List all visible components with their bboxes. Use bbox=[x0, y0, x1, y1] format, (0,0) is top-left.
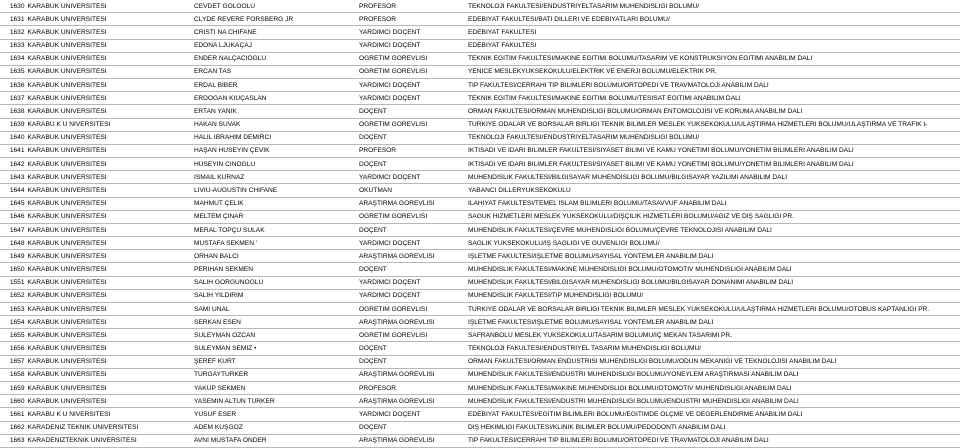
academic-title-cell: ARAŞTIRMA GOREVLISI bbox=[357, 434, 466, 447]
department-cell: IKTISADI VE IDARI BILIMLER FAKULTESI/SIYASET BILIMI VE KAMU YONETIMI BOLUMU/YONETIM BILIMLERI ANABILIM DALI bbox=[466, 158, 960, 171]
person-name-cell: SAMI UNAL bbox=[192, 302, 357, 315]
row-number-cell: 1640 bbox=[0, 131, 26, 144]
table-row bbox=[0, 237, 960, 250]
university-cell: KARABUK UNIVERSITESI bbox=[26, 52, 192, 65]
row-number-cell: 1636 bbox=[0, 79, 26, 92]
university-cell: KARABUK UNIVERSITESI bbox=[26, 342, 192, 355]
table-row bbox=[0, 263, 960, 276]
academic-title-cell: YARDIMCI DOÇENT bbox=[357, 92, 466, 105]
department-cell: TURKIYE ODALAR VE BORSALAR BIRLIGI TEKNIK BILIMLER MESLEK YUKSEKOKULU/ULAŞTIRMA HIZMETLERI BOLUMU/OTOBUS KAPTANLIGI PR. bbox=[466, 302, 960, 315]
table-row bbox=[0, 395, 960, 408]
table-row bbox=[0, 92, 960, 105]
row-number-cell: 1642 bbox=[0, 158, 26, 171]
person-name-cell: ERDOGAN KIUÇASLAN bbox=[192, 92, 357, 105]
department-cell: TEKNIK EGITIM FAKULTESI/MAKINE EGITIMI BOLUMU/TASARIM VE KONSTRUKSIYON EGITIMI ANABILIM DALI bbox=[466, 52, 960, 65]
department-cell: SAGUK HIZMETLERI MESLEK YUKSEKOKULU/DIŞÇILIK HIZMETLERI BOLUMU/AGIZ VE DIŞ SAGLIGI PR. bbox=[466, 210, 960, 223]
university-cell: KARABU K U NIVERSITESI bbox=[26, 118, 192, 131]
academic-title-cell: DOÇENT bbox=[357, 263, 466, 276]
academic-title-cell: OGRETIM GOREVLISI bbox=[357, 52, 466, 65]
row-number-cell: 1639 bbox=[0, 118, 26, 131]
person-name-cell: CLYDE REVERE FORSBERG JR bbox=[192, 13, 357, 26]
university-cell: KARABUK UNIVERSITESI bbox=[26, 131, 192, 144]
academic-title-cell: YARDIMCI DOÇENT bbox=[357, 289, 466, 302]
academic-title-cell: OGRETIM GOREVLISI bbox=[357, 118, 466, 131]
row-number-cell: 1663 bbox=[0, 434, 26, 447]
department-cell: TIP FAKULTESI/CERRAHI TIP BILIMLERI BOLUMU/ORTOPEDI VE TRAVMATOLOJI ANABILIM DALI bbox=[466, 434, 960, 447]
person-name-cell: MERAL TOPÇU SULAK bbox=[192, 223, 357, 236]
person-name-cell: ADEM KUŞGOZ bbox=[192, 421, 357, 434]
table-row bbox=[0, 197, 960, 210]
row-number-cell: 1661 bbox=[0, 408, 26, 421]
university-cell: KARABUK UNIVERSITESI bbox=[26, 302, 192, 315]
department-cell: ORMAN FAKULTESI/ORMAN MUHENDISLIGI BOLUMU/ORMAN ENTOMOLOJISI VE KORUMA ANABILIM DALI bbox=[466, 105, 960, 118]
university-cell: KARABUK UNIVERSITESI bbox=[26, 79, 192, 92]
department-cell: TEKNOLOJI FAKULTESI/ENDUSTRIYEL TASARIM MUHENDISLIGI BOLUMU/ bbox=[466, 342, 960, 355]
university-cell: KARABUK UNIVERSITESI bbox=[26, 92, 192, 105]
department-cell: EDEBIYAT FAKULTESI/BATI DILLERI VE EDEBIYATLARI BOLUMU/ bbox=[466, 13, 960, 26]
university-cell: KARABUK UNIVERSITESI bbox=[26, 237, 192, 250]
department-cell: EDEBIYAT FAKULTESI/EGITIM BILIMLERI BOLUMU/EGITIMDE OLÇME VE DEGERLENDIRME ANABILIM DALI bbox=[466, 408, 960, 421]
person-name-cell: MELTEM ÇINAR bbox=[192, 210, 357, 223]
person-name-cell: SERKAN ESEN bbox=[192, 316, 357, 329]
academic-title-cell: ARAŞTIRMA GOREVLISI bbox=[357, 395, 466, 408]
row-number-cell: 1634 bbox=[0, 52, 26, 65]
academic-title-cell: YARDIMCI DOÇENT bbox=[357, 26, 466, 39]
table-row bbox=[0, 316, 960, 329]
row-number-cell: 1656 bbox=[0, 342, 26, 355]
university-cell: KARABUK UNIVERSITESI bbox=[26, 329, 192, 342]
person-name-cell: EDONA LJUKAÇAJ bbox=[192, 39, 357, 52]
table-row bbox=[0, 355, 960, 368]
university-cell: KARABU K U NIVERSITESI bbox=[26, 408, 192, 421]
table-row bbox=[0, 13, 960, 26]
academic-title-cell: YARDIMCI DOÇENT bbox=[357, 39, 466, 52]
table-row bbox=[0, 65, 960, 78]
academic-title-cell: ARAŞTIRMA GOREVLISI bbox=[357, 197, 466, 210]
university-cell: KARABUK UNIVERSITESI bbox=[26, 171, 192, 184]
department-cell: DIŞ HEKIMLIGI FAKULTESI/KLINIK BILIMLER BOLUMU/PEDODONTI ANABILIM DALI bbox=[466, 421, 960, 434]
academic-title-cell: OGRETIM GOREVLISI bbox=[357, 65, 466, 78]
row-number-cell: 1652 bbox=[0, 289, 26, 302]
university-cell: KARABUK UNIVERSITESI bbox=[26, 381, 192, 394]
person-name-cell: PERIHAN SEKMEN bbox=[192, 263, 357, 276]
person-name-cell: ISMAIL KURNAZ bbox=[192, 171, 357, 184]
row-number-cell: 1637 bbox=[0, 92, 26, 105]
table-row bbox=[0, 302, 960, 315]
department-cell: TEKNOLOJI FAKULTESI/ENDUSTRIYELTASARIM MUHENDISLIGI BOLUMU/ bbox=[466, 0, 960, 13]
department-cell: SAFRANBOLU MESLEK YUKSEKOKULU/TASARIM BOLUMU/IÇ MEKAN TASARIMI PR. bbox=[466, 329, 960, 342]
row-number-cell: 1630 bbox=[0, 0, 26, 13]
person-name-cell: CRISTI NA CHIFANE bbox=[192, 26, 357, 39]
table-row bbox=[0, 79, 960, 92]
table-row bbox=[0, 408, 960, 421]
person-name-cell: SALIH YILDIRIM bbox=[192, 289, 357, 302]
university-cell: KARABUK UNIVERSITESI bbox=[26, 250, 192, 263]
row-number-cell: 1645 bbox=[0, 197, 26, 210]
university-cell: KARABUK UNIVERSITESI bbox=[26, 395, 192, 408]
person-name-cell: AVNI MUSTAFA ONDER bbox=[192, 434, 357, 447]
university-cell: KARADENIZTEKNIK UNIVERSITESI bbox=[26, 434, 192, 447]
university-cell: KARABUK UNIVERSITESI bbox=[26, 144, 192, 157]
department-cell: IŞLETME FAKULTESI/IŞLETME BOLUMU/SAYISAL YONTEMLER ANABILIM DALI bbox=[466, 250, 960, 263]
table-row bbox=[0, 158, 960, 171]
person-name-cell: MUSTAFA SEKMEN ' bbox=[192, 237, 357, 250]
table-row bbox=[0, 184, 960, 197]
university-cell: KARABUK UNIVERSITESI bbox=[26, 210, 192, 223]
table-row bbox=[0, 210, 960, 223]
department-cell: YENICE MESLEKYUKSEKOKULU/ELEKTRIK VE ENERJI BOLUMU/ELEKTRIK PR. bbox=[466, 65, 960, 78]
table-row bbox=[0, 289, 960, 302]
department-cell: MUHENDISLIK FAKULTESI/TIP MUHENDISLIGI BOLUMU/ bbox=[466, 289, 960, 302]
table-row bbox=[0, 105, 960, 118]
row-number-cell: 1644 bbox=[0, 184, 26, 197]
row-number-cell: 1657 bbox=[0, 355, 26, 368]
table-row bbox=[0, 144, 960, 157]
academic-title-cell: OGRETIM GOREVLISI bbox=[357, 210, 466, 223]
department-cell: MUHENDISLIK FAKULTESI/ÇEVRE MUHENDISLIGI BOLUMU/ÇEVRE TEKNOLOJISI ANABILIM DALI bbox=[466, 223, 960, 236]
department-cell: IKTISADI VE IDARI BILIMLER FAKULTESI/SIYASET BILIMI VE KAMU YONETIMI BOLUMU/YONETIM BILIMLERI ANABILIM DALI bbox=[466, 144, 960, 157]
university-cell: KARABUK UNIVERSITESI bbox=[26, 184, 192, 197]
person-name-cell: ERCAN TAS bbox=[192, 65, 357, 78]
table-row bbox=[0, 329, 960, 342]
academic-title-cell: ARAŞTIRMA GOREVLISI bbox=[357, 250, 466, 263]
person-name-cell: SULEYMAN OZCAN bbox=[192, 329, 357, 342]
department-cell: SAGLIK YUKSEKOKULU/IŞ SAGLIGI VE GUVENLIGI BOLUMU/ bbox=[466, 237, 960, 250]
row-number-cell: 1659 bbox=[0, 381, 26, 394]
academic-title-cell: DOÇENT bbox=[357, 342, 466, 355]
university-cell: KARABUK UNIVERSITESI bbox=[26, 0, 192, 13]
table-row bbox=[0, 131, 960, 144]
row-number-cell: 1631 bbox=[0, 13, 26, 26]
row-number-cell: 1658 bbox=[0, 368, 26, 381]
row-number-cell: 1633 bbox=[0, 39, 26, 52]
row-number-cell: 1655 bbox=[0, 329, 26, 342]
university-cell: KARABUK UNIVERSITESI bbox=[26, 39, 192, 52]
department-cell: ORMAN FAKULTESI/ORMAN ENDUSTRISI MUHENDISLIGI BOLUMU/ODUN MEKANIGI VE TEKNOLOJISI ANABILIM DALI bbox=[466, 355, 960, 368]
person-name-cell: YAKUP SEKMEN bbox=[192, 381, 357, 394]
row-number-cell: 1551 bbox=[0, 276, 26, 289]
table-row bbox=[0, 39, 960, 52]
academic-title-cell: PROFESOR bbox=[357, 13, 466, 26]
department-cell: MUHENDISLIK FAKULTESI/MAKINE MUHENDISLIGI BOLUMU/OTOMOTIV MUHENDISLIGI ANABILIM DALI bbox=[466, 381, 960, 394]
person-name-cell: CEVDET GOLOOLU bbox=[192, 0, 357, 13]
academic-title-cell: PROFESOR bbox=[357, 381, 466, 394]
row-number-cell: 1649 bbox=[0, 250, 26, 263]
person-name-cell: HALIL IBRAHIM DEMIRCI bbox=[192, 131, 357, 144]
university-cell: KARABUK UNIVERSITESI bbox=[26, 263, 192, 276]
row-number-cell: 1635 bbox=[0, 65, 26, 78]
university-cell: KARABUK UNIVERSITESI bbox=[26, 197, 192, 210]
department-cell: YABANCI DILLERYUKSEKOKULU bbox=[466, 184, 960, 197]
department-cell: MUHENDISLIK FAKULTESI/ENDUSTRI MUHENDISLIGI BOLUMU/YONEYLEM ARAŞTIRMASI ANABILIM DALI bbox=[466, 368, 960, 381]
table-row bbox=[0, 26, 960, 39]
university-cell: KARABUK UNIVERSITESI bbox=[26, 65, 192, 78]
academic-title-cell: ARAŞTIRMA GOREVLISI bbox=[357, 368, 466, 381]
academic-title-cell: YARDIMCI DOÇENT bbox=[357, 171, 466, 184]
university-cell: KARABUK UNIVERSITESI bbox=[26, 13, 192, 26]
person-name-cell: MAHMUT ÇELIK bbox=[192, 197, 357, 210]
department-cell: ILAHIYAT FAKULTESI/TEMEL ISLAM BILIMLERI BOLUMU/TASAVVUF ANABILIM DALI bbox=[466, 197, 960, 210]
person-name-cell: ERTAN YANIK bbox=[192, 105, 357, 118]
university-cell: KARABUK UNIVERSITESI bbox=[26, 105, 192, 118]
table-row bbox=[0, 434, 960, 447]
academic-title-cell: DOÇENT bbox=[357, 158, 466, 171]
department-cell: EDEBIYAT FAKULTESI bbox=[466, 39, 960, 52]
person-name-cell: HAŞAN HUSEYIN ÇEVIK bbox=[192, 144, 357, 157]
row-number-cell: 1662 bbox=[0, 421, 26, 434]
row-number-cell: 1650 bbox=[0, 263, 26, 276]
table-row bbox=[0, 118, 960, 131]
university-cell: KARABUK UNIVERSITESI bbox=[26, 355, 192, 368]
person-name-cell: HUSEYIN CINOGLU bbox=[192, 158, 357, 171]
department-cell: TEKNOLOJI FAKULTESI/ENDUSTRIYELTASARIM MUHENDISLIGI BOLUMU/ bbox=[466, 131, 960, 144]
department-cell: TEKNIK EGITIM FAKULTESI/MAKINE EGITIMI BOLUMU/TESISAT EGITIMI ANABILIM DALI bbox=[466, 92, 960, 105]
person-name-cell: YUSUF ESER bbox=[192, 408, 357, 421]
department-cell: TIP FAKULTESI/CERRAHI TIP BILIMLERI BOLUMU/ORTOPEDI VE TRAVMATOLOJI ANABILIM DALI bbox=[466, 79, 960, 92]
academic-title-cell: PROFESOR bbox=[357, 144, 466, 157]
person-name-cell: ERDAL BIBER bbox=[192, 79, 357, 92]
academic-title-cell: YARDIMCI DOÇENT bbox=[357, 276, 466, 289]
row-number-cell: 1660 bbox=[0, 395, 26, 408]
academic-title-cell: YARDIMCI DOÇENT bbox=[357, 237, 466, 250]
table-row bbox=[0, 171, 960, 184]
academic-title-cell: DOÇENT bbox=[357, 355, 466, 368]
row-number-cell: 1653 bbox=[0, 302, 26, 315]
table-row bbox=[0, 421, 960, 434]
academic-title-cell: OGRETIM GOREVLISI bbox=[357, 302, 466, 315]
academic-title-cell: DOÇENT bbox=[357, 421, 466, 434]
table-row bbox=[0, 368, 960, 381]
university-cell: KARABUK UNIVERSITESI bbox=[26, 289, 192, 302]
table-row bbox=[0, 276, 960, 289]
academic-title-cell: OKUTMAN bbox=[357, 184, 466, 197]
university-cell: KARADENIZ TEKNIK UNIVERSITESI bbox=[26, 421, 192, 434]
person-name-cell: ŞEREF KURT bbox=[192, 355, 357, 368]
table-row bbox=[0, 250, 960, 263]
row-number-cell: 1648 bbox=[0, 237, 26, 250]
academic-title-cell: ARAŞTIRMA GOREVLISI bbox=[357, 316, 466, 329]
person-name-cell: SULEYMAN SEMIZ • bbox=[192, 342, 357, 355]
university-cell: KARABUK UNIVERSITESI bbox=[26, 316, 192, 329]
academic-title-cell: DOÇENT bbox=[357, 105, 466, 118]
academic-title-cell: DOÇENT bbox=[357, 223, 466, 236]
table-row bbox=[0, 52, 960, 65]
university-cell: KARABUK UNIVERSITESI bbox=[26, 276, 192, 289]
academic-title-cell: DOÇENT bbox=[357, 131, 466, 144]
department-cell: TURKIYE ODALAR VE BORSALAR BIRLIGI TEKNIK BILIMLER MESLEK YUKSEKOKULU/ULAŞTIRMA HIZMETLERI BOLUMU/ULAŞTIRMA VE TRAFIK t- bbox=[466, 118, 960, 131]
row-number-cell: 1646 bbox=[0, 210, 26, 223]
academic-title-cell: OGRETIM GOREVLISI bbox=[357, 329, 466, 342]
person-name-cell: TURGAYTURKER bbox=[192, 368, 357, 381]
department-cell: MUHENDISLIK FAKULTESI/ENDUSTRI MUHENDISLIGI BOLUMU/ENDUSTRI MUHENDISLIGI ANABILIM DALI bbox=[466, 395, 960, 408]
row-number-cell: 1638 bbox=[0, 105, 26, 118]
department-cell: MUHENDISLIK FAKULTESI/MAKINE MUHENDISLIGI BOLUMU/OTOMOTIV MUHENDISLIGI ANABILIM DALI bbox=[466, 263, 960, 276]
university-cell: KARABUK UNIVERSITESI bbox=[26, 158, 192, 171]
university-cell: KARABUK UNIVERSITESI bbox=[26, 223, 192, 236]
academic-title-cell: YARDIMCI DOÇENT bbox=[357, 79, 466, 92]
university-cell: KARABUK UNIVERSITESI bbox=[26, 26, 192, 39]
table-row bbox=[0, 342, 960, 355]
person-name-cell: LIVIU-AUGUSTIN CHIFANE bbox=[192, 184, 357, 197]
row-number-cell: 1654 bbox=[0, 316, 26, 329]
row-number-cell: 1647 bbox=[0, 223, 26, 236]
row-number-cell: 1632 bbox=[0, 26, 26, 39]
person-name-cell: SALIH GORGUNOGLU bbox=[192, 276, 357, 289]
row-number-cell: 1643 bbox=[0, 171, 26, 184]
person-name-cell: YASEMIN ALTUN TURKER bbox=[192, 395, 357, 408]
row-number-cell: 1641 bbox=[0, 144, 26, 157]
person-name-cell: HAKAN SUVAK bbox=[192, 118, 357, 131]
department-cell: EDEBIYAT FAKULTESI bbox=[466, 26, 960, 39]
academic-title-cell: PROFESOR bbox=[357, 0, 466, 13]
university-cell: KARABUK UNIVERSITESI bbox=[26, 368, 192, 381]
department-cell: MUHENDISLIK FAKULTESI/BILGISAYAR MUHENDISLIGI BOLUMU/BILGISAYAR DONANIMI ANABILIM DALI bbox=[466, 276, 960, 289]
table-row bbox=[0, 223, 960, 236]
table-row bbox=[0, 381, 960, 394]
academic-title-cell: YARDIMCI DOÇENT bbox=[357, 408, 466, 421]
table-row bbox=[0, 0, 960, 13]
person-name-cell: ORHAN BALCI bbox=[192, 250, 357, 263]
department-cell: IŞLETME FAKULTESI/IŞLETME BOLUMU/SAYISAL YONTEMLER ANABILIM DALI bbox=[466, 316, 960, 329]
person-name-cell: ENDER NALÇACIOGLU bbox=[192, 52, 357, 65]
department-cell: MUHENDISLIK FAKULTESI/BILGISAYAR MUHENDISLIGI BOLUMU/BILGISAYAR YAZILIMI ANABILIM DALI bbox=[466, 171, 960, 184]
